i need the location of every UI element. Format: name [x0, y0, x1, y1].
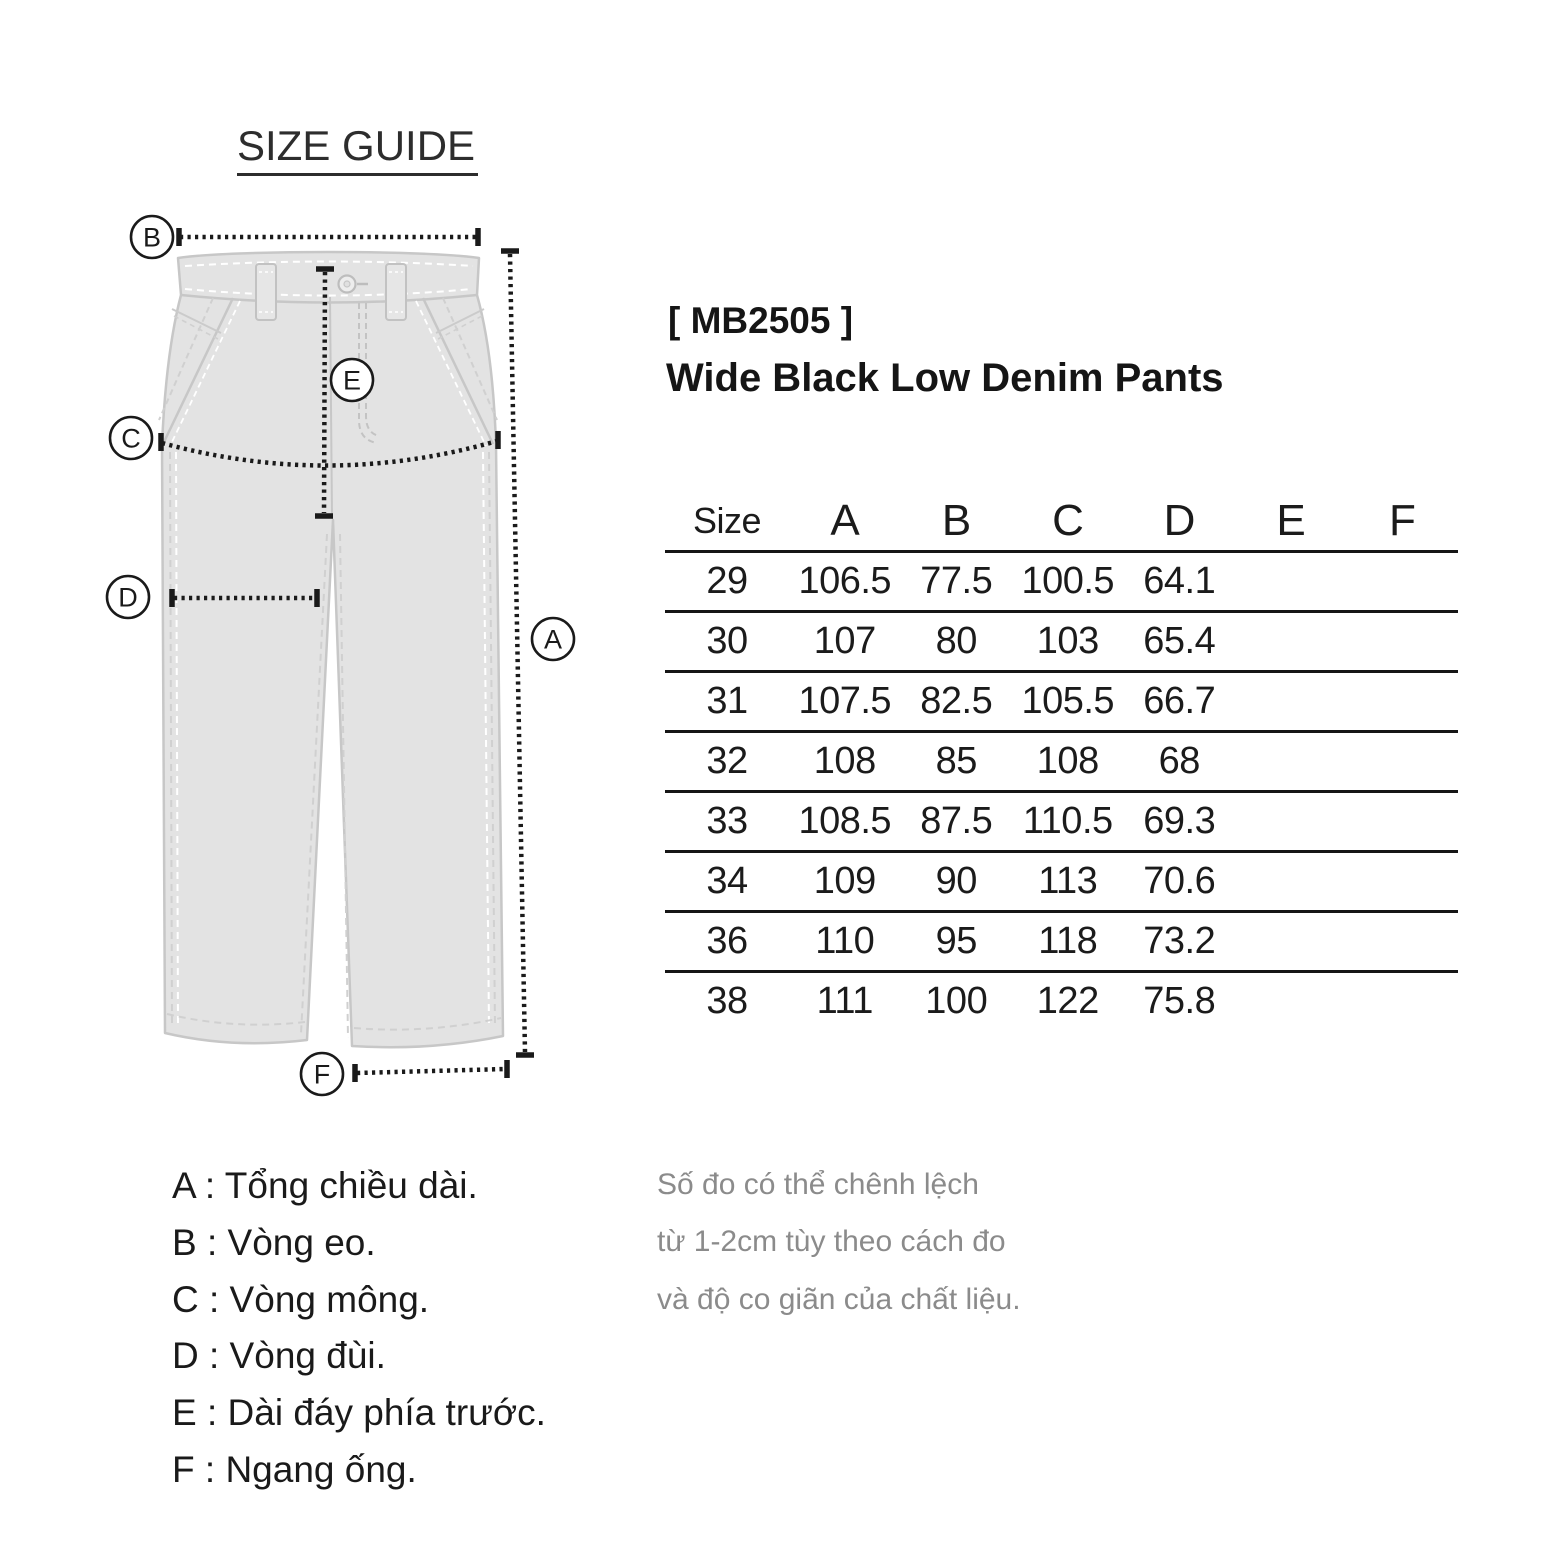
cell-b: 82.5	[901, 672, 1013, 732]
cell-size: 33	[665, 792, 789, 852]
table-row	[665, 552, 1458, 612]
cell-size: 34	[665, 852, 789, 912]
col-header-c: C	[1012, 491, 1124, 552]
product-code: [ MB2505 ]	[668, 300, 854, 341]
col-header-f: F	[1347, 491, 1459, 552]
table-row	[665, 852, 1458, 912]
measure-badge-e-label: E	[342, 365, 362, 396]
cell-a: 106.5	[789, 552, 901, 612]
cell-a: 108	[789, 732, 901, 792]
page-title: SIZE GUIDE	[237, 122, 478, 176]
table-row	[665, 912, 1458, 972]
cell-b: 77.5	[901, 552, 1013, 612]
cell-d: 68	[1124, 732, 1236, 792]
cell-f	[1347, 612, 1459, 672]
table-row	[665, 612, 1458, 672]
cell-d: 64.1	[1124, 552, 1236, 612]
measure-badge-c-label: C	[121, 423, 141, 454]
cell-b: 90	[901, 852, 1013, 912]
cell-c: 108	[1012, 732, 1124, 792]
col-header-size: Size	[665, 491, 789, 552]
col-header-a: A	[789, 491, 901, 552]
measure-line-f	[355, 1060, 507, 1082]
cell-a: 111	[816, 980, 873, 1022]
cell-e	[1235, 672, 1347, 732]
cell-f	[1347, 672, 1459, 732]
note-line-2: từ 1-2cm tùy theo cách đo	[657, 1225, 1006, 1259]
measurement-legend	[172, 1158, 546, 1499]
belt-loop-left	[256, 264, 276, 320]
size-table	[665, 491, 1458, 1030]
cell-e	[1235, 612, 1347, 672]
cell-c: 118	[1012, 912, 1124, 972]
legend-item-e: E : Dài đáy phía trước.	[172, 1392, 546, 1434]
product-name: Wide Black Low Denim Pants	[666, 356, 1224, 400]
cell-e	[1235, 912, 1347, 972]
cell-c: 100.5	[1012, 552, 1124, 612]
cell-f	[1347, 852, 1459, 912]
col-header-b: B	[901, 491, 1013, 552]
cell-size: 36	[665, 912, 789, 972]
cell-size: 31	[665, 672, 789, 732]
size-table-header-row	[665, 491, 1458, 552]
cell-f	[1347, 912, 1459, 972]
legend-item-c: C : Vòng mông.	[172, 1278, 430, 1320]
cell-b: 80	[901, 612, 1013, 672]
col-header-d: D	[1124, 491, 1236, 552]
cell-d: 69.3	[1124, 792, 1236, 852]
cell-c: 105.5	[1012, 672, 1124, 732]
cell-b: 87.5	[901, 792, 1013, 852]
cell-c: 110.5	[1012, 792, 1124, 852]
cell-a: 107	[789, 612, 901, 672]
cell-e	[1235, 972, 1347, 1031]
legend-item-d: D : Vòng đùi.	[172, 1335, 386, 1377]
cell-size: 29	[665, 552, 789, 612]
measure-line-a	[501, 251, 534, 1055]
measurement-note	[657, 1156, 1021, 1328]
measure-badge-a-label: A	[543, 624, 563, 655]
belt-loop-right	[386, 264, 406, 320]
cell-d: 65.4	[1124, 612, 1236, 672]
legend-item-a: A : Tổng chiều dài.	[172, 1165, 478, 1206]
cell-c: 103	[1012, 612, 1124, 672]
table-row	[665, 972, 1458, 1031]
cell-d: 66.7	[1124, 672, 1236, 732]
measure-line-b	[179, 228, 478, 246]
table-row	[665, 672, 1458, 732]
cell-size: 32	[665, 732, 789, 792]
col-header-e: E	[1235, 491, 1347, 552]
table-row	[665, 732, 1458, 792]
cell-f	[1347, 792, 1459, 852]
note-line-1: Số đo có thể chênh lệch	[657, 1168, 979, 1201]
measure-badge-f-label: F	[313, 1059, 331, 1090]
cell-size: 30	[665, 612, 789, 672]
cell-e	[1235, 792, 1347, 852]
cell-b: 100	[925, 980, 988, 1022]
cell-c: 113	[1012, 852, 1124, 912]
cell-d: 73.2	[1124, 912, 1236, 972]
cell-e	[1235, 552, 1347, 612]
cell-f	[1347, 972, 1459, 1031]
cell-size: 38	[706, 980, 748, 1022]
measure-badge-d-label: D	[118, 582, 138, 613]
cell-e	[1235, 852, 1347, 912]
cell-a: 109	[789, 852, 901, 912]
cell-f	[1347, 732, 1459, 792]
measure-badge-b-label: B	[142, 222, 162, 253]
cell-c: 122	[1036, 980, 1099, 1022]
table-row	[665, 792, 1458, 852]
cell-a: 110	[789, 912, 901, 972]
cell-b: 85	[901, 732, 1013, 792]
cell-f	[1347, 552, 1459, 612]
legend-item-b: B : Vòng eo.	[172, 1221, 376, 1263]
cell-d: 75.8	[1143, 980, 1216, 1022]
cell-a: 107.5	[789, 672, 901, 732]
cell-b: 95	[901, 912, 1013, 972]
note-line-3: và độ co giãn của chất liệu.	[657, 1282, 1021, 1316]
pants-sketch	[159, 252, 503, 1047]
cell-d: 70.6	[1124, 852, 1236, 912]
cell-a: 108.5	[789, 792, 901, 852]
cell-e	[1235, 732, 1347, 792]
legend-item-f: F : Ngang ống.	[172, 1448, 417, 1490]
